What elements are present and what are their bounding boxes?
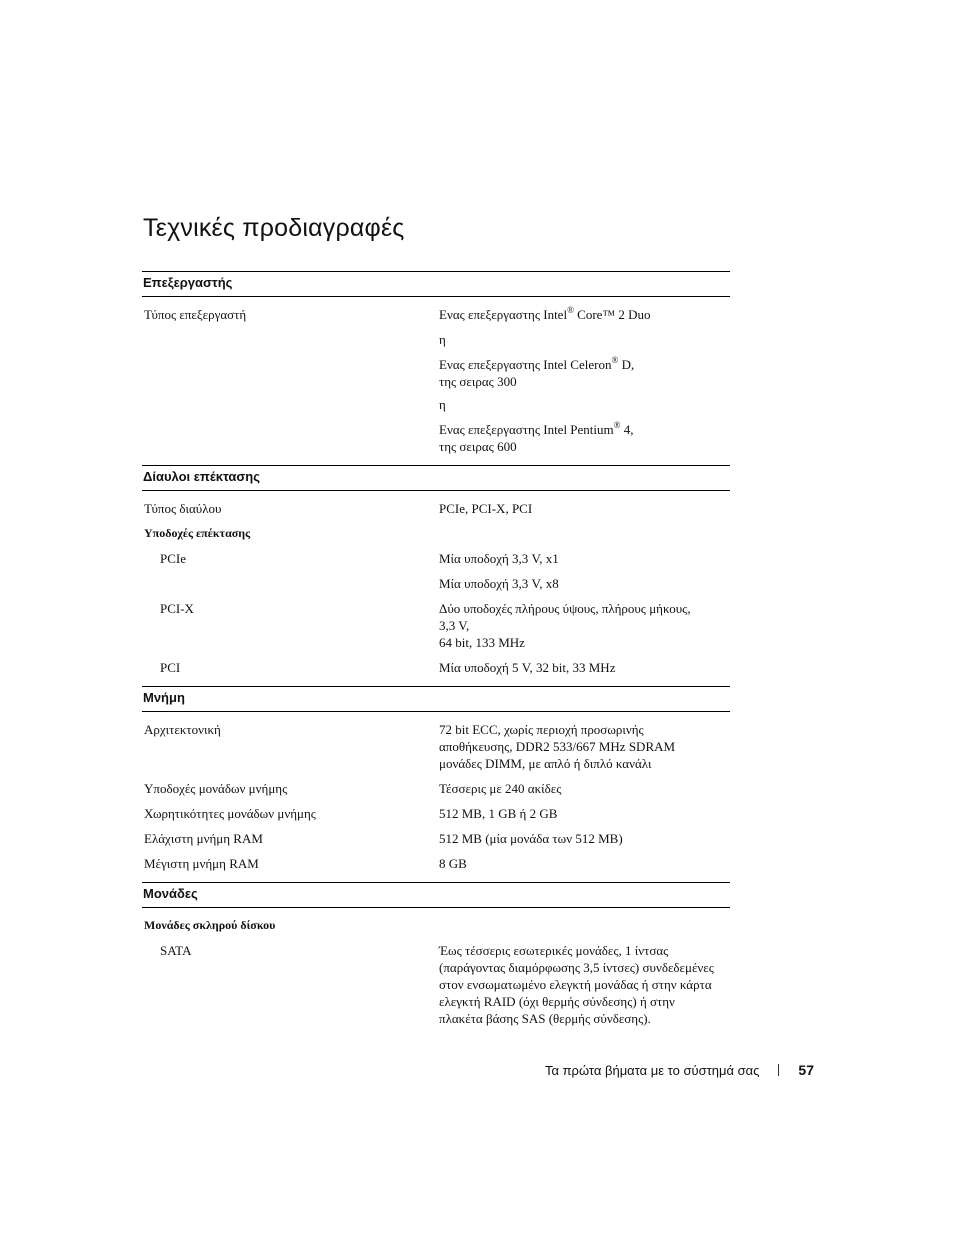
spec-value: 512 MB (μία μονάδα των 512 MB): [439, 831, 623, 846]
spec-row: [142, 942, 730, 1027]
spec-row: [142, 306, 730, 455]
spec-row: [142, 575, 730, 592]
spec-label: PCI: [160, 660, 181, 675]
spec-label: Υποδοχές μονάδων μνήμης: [144, 781, 288, 796]
section-processor: [142, 271, 730, 455]
spec-label: Αρχιτεκτονική: [144, 722, 221, 737]
spec-value: PCIe, PCI-X, PCI: [439, 501, 533, 516]
page-footer: [545, 1062, 814, 1078]
spec-label: Τύπος επεξεργαστή: [144, 307, 247, 322]
section-heading: Δίαυλοι επέκτασης: [142, 465, 730, 491]
spec-row: [142, 917, 730, 934]
footer-text: Τα πρώτα βήματα με το σύστημά σας: [544, 1062, 760, 1078]
spec-value: Τέσσερις με 240 ακίδες: [439, 781, 562, 796]
spec-value: Δύο υποδοχές πλήρους ύψους, πλήρους μήκους, 3,3 V, 64 bit, 133 MHz: [439, 601, 691, 650]
spec-label: PCI-X: [160, 601, 194, 616]
page-title: Τεχνικές προδιαγραφές: [143, 214, 405, 242]
section-drives: [142, 882, 730, 1027]
spec-value: Μία υποδοχή 3,3 V, x8: [439, 576, 559, 591]
spec-label: Μέγιστη μνήμη RAM: [144, 856, 259, 871]
spec-subheading: Υποδοχές επέκτασης: [144, 526, 251, 540]
spec-row: [142, 721, 730, 772]
section-heading: Μονάδες: [142, 882, 730, 908]
spec-value: Ενας επεξεργαστης Intel® Core™ 2 Duo η Ενας επεξεργαστης Intel Celeron® D, της σειρας 300 η Ενας επεξεργαστης Intel Pentium® 4, της σειρας 600: [439, 305, 651, 454]
page-number: 57: [798, 1062, 814, 1078]
spec-row: [142, 600, 730, 651]
spec-value: 8 GB: [439, 856, 467, 871]
spec-row: [142, 780, 730, 797]
spec-row: [142, 525, 730, 542]
spec-value: 512 MB, 1 GB ή 2 GB: [439, 806, 558, 821]
spec-value: 72 bit ECC, χωρίς περιοχή προσωρινής αποθήκευσης, DDR2 533/667 MHz SDRAM μονάδες DIMM, με απλό ή διπλό κανάλι: [439, 722, 676, 771]
spec-label: Χωρητικότητες μονάδων μνήμης: [144, 806, 316, 821]
spec-label: Τύπος διαύλου: [144, 501, 222, 516]
spec-value: Έως τέσσερις εσωτερικές μονάδες, 1 ίντσας (παράγοντας διαμόρφωσης 3,5 ίντσες) συνδεδεμένες στον ενσωματωμένο ελεγκτή μονάδας ή στην κάρτα ελεγκτή RAID (όχι θερμής σύνδεσης) ή στην πλακέτα βάσης SAS (θερμής σύνδεσης).: [439, 943, 714, 1026]
spec-row: [142, 830, 730, 847]
spec-label: Ελάχιστη μνήμη RAM: [144, 831, 263, 846]
footer-divider: [778, 1064, 779, 1076]
spec-row: [142, 855, 730, 872]
section-expansion-bus: [142, 465, 730, 676]
section-heading: Μνήμη: [142, 686, 730, 712]
spec-value: Μία υποδοχή 3,3 V, x1: [439, 551, 559, 566]
spec-value: Μία υποδοχή 5 V, 32 bit, 33 MHz: [439, 660, 616, 675]
spec-row: [142, 805, 730, 822]
section-memory: [142, 686, 730, 872]
spec-subheading: Μονάδες σκληρού δίσκου: [144, 918, 276, 932]
spec-row: [142, 659, 730, 676]
spec-label: PCIe: [160, 551, 186, 566]
section-heading: Επεξεργαστής: [142, 271, 730, 297]
spec-table: [142, 271, 730, 1027]
spec-label: SATA: [160, 943, 192, 958]
spec-row: [142, 550, 730, 567]
spec-row: [142, 500, 730, 517]
